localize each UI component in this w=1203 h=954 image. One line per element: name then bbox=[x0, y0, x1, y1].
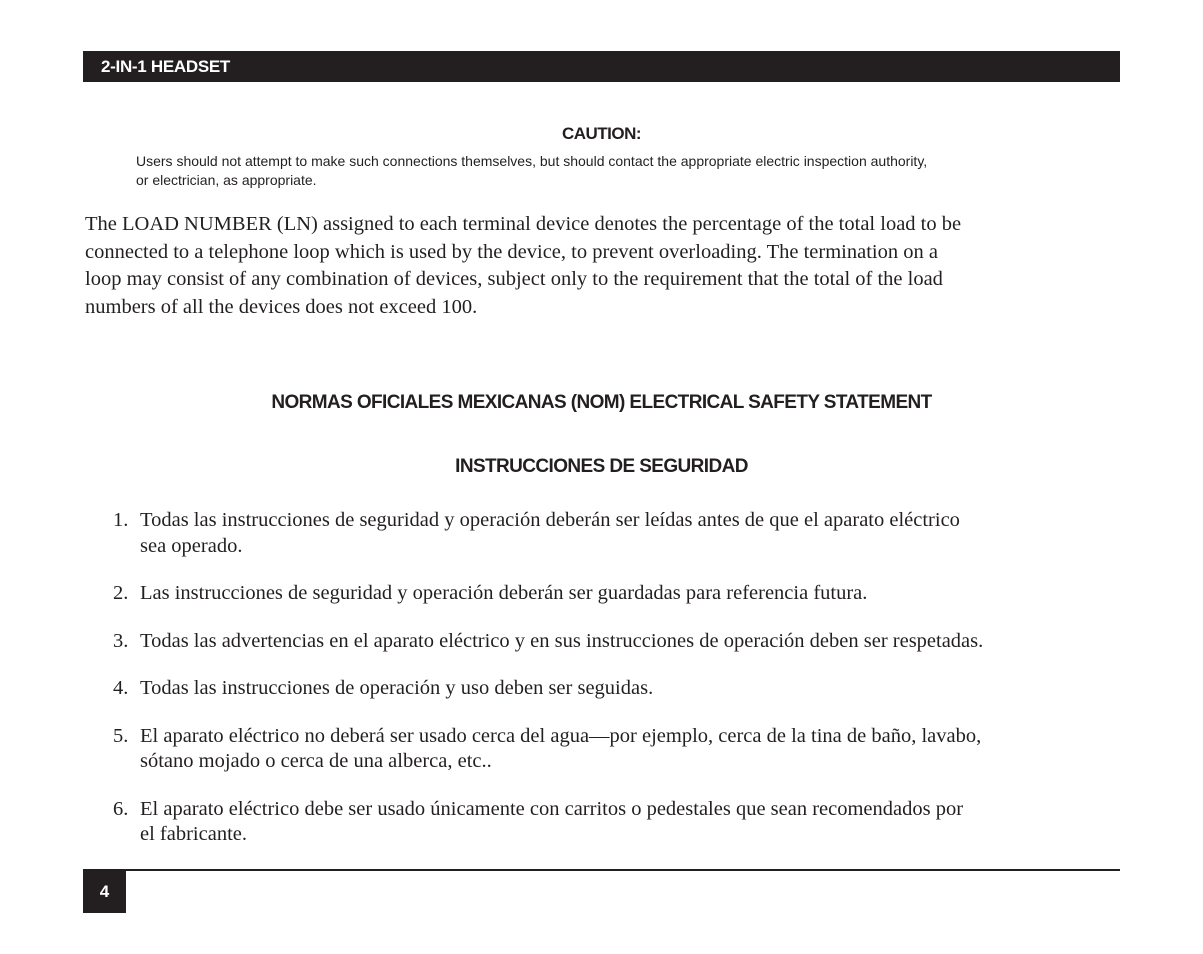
item-line: sótano mojado o cerca de una alberca, etc.. bbox=[140, 750, 492, 772]
page-number: 4 bbox=[99, 882, 110, 901]
running-header bbox=[83, 51, 1120, 82]
list-item bbox=[0, 676, 1120, 702]
paragraph-line: The LOAD NUMBER (LN) assigned to each terminal device denotes the percentage of the total load to be bbox=[85, 213, 962, 235]
list-item bbox=[0, 581, 1120, 607]
caution-title: CAUTION: bbox=[561, 124, 642, 143]
item-line: Todas las instrucciones de operación y uso deben ser seguidas. bbox=[140, 677, 654, 699]
header-title: 2-IN-1 HEADSET bbox=[101, 57, 230, 76]
load-number-paragraph bbox=[85, 211, 1120, 321]
item-line: Las instrucciones de seguridad y operación deberán ser guardadas para referencia futura. bbox=[140, 582, 868, 604]
item-number: 3. bbox=[113, 629, 129, 652]
item-number: 6. bbox=[113, 797, 129, 820]
page-number-box bbox=[83, 871, 126, 913]
item-line: sea operado. bbox=[140, 534, 243, 557]
list-item bbox=[0, 508, 1120, 559]
item-number: 2. bbox=[113, 582, 129, 604]
item-line: El aparato eléctrico no deberá ser usado cerca del agua—por ejemplo, cerca de la tina de baño, lavabo, bbox=[140, 724, 982, 747]
list-item bbox=[0, 797, 1120, 848]
safety-instructions-list bbox=[0, 508, 1203, 848]
caution-line: or electrician, as appropriate. bbox=[136, 172, 317, 188]
caution-line: Users should not attempt to make such connections themselves, but should contact the appropriate electric inspection authority, bbox=[136, 153, 928, 169]
item-number: 4. bbox=[113, 677, 129, 699]
list-item bbox=[0, 724, 1120, 775]
paragraph-line: loop may consist of any combination of devices, subject only to the requirement that the total of the load bbox=[85, 268, 943, 290]
item-number: 5. bbox=[113, 724, 129, 747]
item-line: Todas las instrucciones de seguridad y operación deberán ser leídas antes de que el aparato eléctrico bbox=[140, 509, 960, 531]
nom-section-title: NORMAS OFICIALES MEXICANAS (NOM) ELECTRICAL SAFETY STATEMENT bbox=[271, 392, 932, 413]
paragraph-line: connected to a telephone loop which is used by the device, to prevent overloading. The termination on a bbox=[85, 240, 938, 263]
list-item bbox=[0, 629, 1120, 655]
instructions-section-title: INSTRUCCIONES DE SEGURIDAD bbox=[455, 456, 748, 477]
item-line: El aparato eléctrico debe ser usado únicamente con carritos o pedestales que sean recomendados por bbox=[140, 797, 964, 820]
paragraph-line: numbers of all the devices does not exceed 100. bbox=[85, 295, 478, 318]
item-line: el fabricante. bbox=[140, 823, 247, 845]
item-line: Todas las advertencias en el aparato eléctrico y en sus instrucciones de operación deben ser respetadas. bbox=[140, 629, 984, 652]
footer-rule bbox=[83, 869, 1120, 871]
item-number: 1. bbox=[113, 509, 129, 531]
caution-text bbox=[136, 152, 1096, 190]
